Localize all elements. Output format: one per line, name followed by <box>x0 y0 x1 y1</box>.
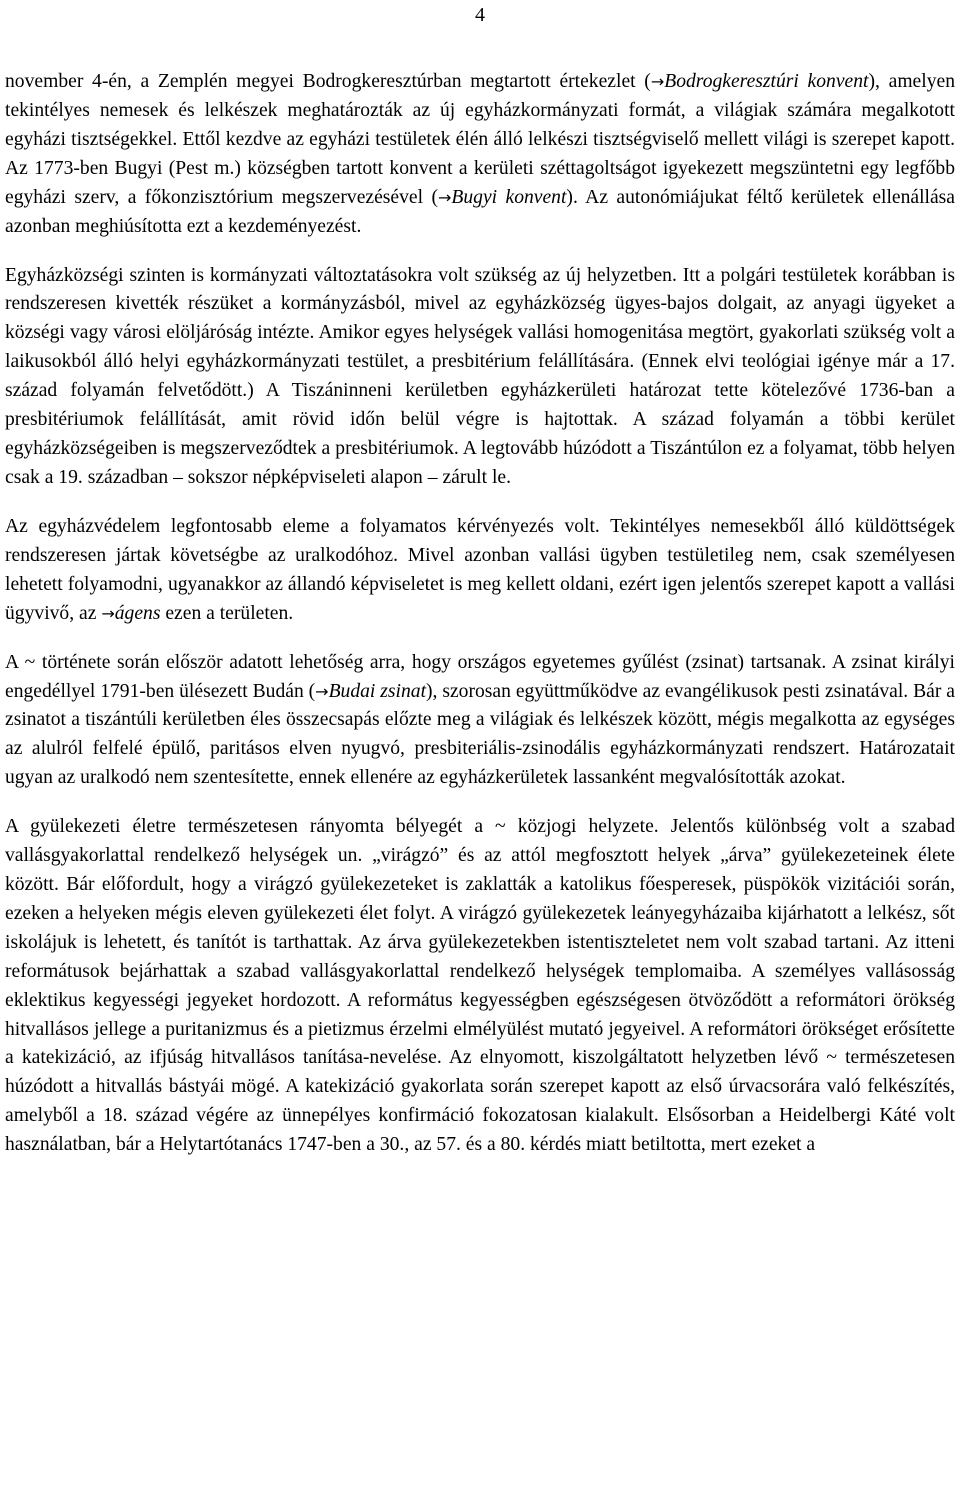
cross-reference-arrow-icon: → <box>315 681 329 701</box>
paragraph <box>5 262 955 493</box>
text-run: ). Az autonómiájukat féltő kerületek ellenállása azonban meghiúsította ezt a kezdeményezést. <box>5 186 955 237</box>
page-number: 4 <box>475 4 485 26</box>
paragraph <box>5 813 955 1160</box>
text-run: ezen a területen. <box>160 602 294 624</box>
text-run: Az egyházvédelem legfontosabb eleme a folyamatos kérvényezés volt. Tekintélyes nemesekből álló küldöttségek rendszeresen jártak követségbe az uralkodóhoz. Mivel azonban vallási ügyben testületileg nem, csak személyesen lehetett folyamodni, ugyanakkor az állandó képviseletet is meg kellett oldani, ezért igen jelentős szerepet kapott a vallási ügyvivő, az <box>5 515 955 624</box>
cross-reference-arrow-icon: → <box>101 603 115 623</box>
cross-reference-arrow-icon: → <box>437 187 452 207</box>
text-run: ), szorosan együttműködve az evangélikusok pesti zsinatával. Bár a zsinatot a tiszántúli kerületben éles összecsapás előzte meg a világiak és lelkészek között, mégis megalkotta az egységes az alulról felfelé épülő, paritásos elven nyugvó, presbiteriális-zsinodális egyházkormányzati rendszert. Határozatait ugyan az uralkodó nem szentesítette, ennek ellenére az egyházkerületek lassanként megvalósították azokat. <box>5 680 955 789</box>
text-run: ), amelyen tekintélyes nemesek és lelkészek meghatározták az új egyházkormányzati formát, a világiak számára megalkotott egyházi tisztségekkel. Ettől kezdve az egyházi testületek élén álló lelkészi tisztségviselő mellett világi is szerepet kapott. Az 1773-ben Bugyi (Pest m.) községben tartott konvent a kerületi széttagoltságot igyekezett megszüntetni egy legfőbb egyházi szerv, a főkonzisztórium megszervezésével ( <box>5 71 955 208</box>
text-run: Egyházközségi szinten is kormányzati változtatásokra volt szükség az új helyzetben. Itt a polgári testületek korábban is rendszeresen kivették részüket a kormányzásból, mivel az egyházközség ügyes-bajos dolgait, az anyagi ügyeket a községi vagy városi elöljáróság intézte. Amikor egyes helységek vallási homogenitása megtört, gyakorlati szükség volt a laikusokból álló helyi egyházkormányzati testület, a presbitérium felállítására. (Ennek elvi teológiai igénye már a 17. század folyamán felvetődött.) A Tiszáninneni kerületben egyházkerületi határozat tette kötelezővé 1736-ban a presbitériumok felállítását, amit rövid időn belül végre is hajtottak. A század folyamán a többi kerület egyházközségeiben is megszerveződtek a presbitériumok. A legtovább húzódott a Tiszántúlon ez a folyamat, több helyen csak a 19. században – sokszor népképviseleti alapon – zárult le. <box>5 264 955 488</box>
cross-reference-term: Bodrogkeresztúri konvent <box>664 71 869 92</box>
cross-reference-term: ágens <box>114 602 161 624</box>
paragraph <box>5 513 955 629</box>
text-run: A ~ története során először adatott lehetőség arra, hogy országos egyetemes gyűlést (zsinat) tartsanak. A zsinat királyi engedéllyel 1791-ben ülésezett Budán ( <box>5 651 955 702</box>
text-run: A gyülekezeti életre természetesen rányomta bélyegét a ~ közjogi helyzete. Jelentős különbség volt a szabad vallásgyakorlattal rendelkező helységek un. „virágzó” és az attól megfosztott helyek „árva” gyülekezeteinek élete között. Bár előfordult, hogy a virágzó gyülekezeteket is zaklatták a katolikus főesperesek, püspökök vizitációi során, ezeken a helyeken mégis eleven gyülekezeti élet folyt. A virágzó gyülekezetek leányegyházaiba kijárhatott a lelkész, sőt iskolájuk is lehetett, és tanítót is tarthattak. Az árva gyülekezetekben istentiszteletet nem volt szabad tartani. Az itteni reformátusok bejárhattak a szabad vallásgyakorlattal rendelkező helységek templomaiba. A személyes vallásosság eklektikus kegyességi jegyeket hordozott. A református kegyességben egészségesen ötvöződött a reformátori örökség hitvallásos jellege a puritanizmus és a pietizmus érzelmi elmélyülést mutató jegyeivel. A reformátori örökséget erősítette a katekizáció, az ifjúság hitvallásos tanítása-nevelése. Az elnyomott, kiszolgáltatott helyzetben lévő ~ természetesen húzódott a hitvallás bástyái mögé. A katekizáció gyakorlata során szerepet kapott az első úrvacsorára való felkészítés, amelyből a 18. század végére az ünnepélyes konfirmáció fokozatosan kialakult. Elsősorban a Heidelbergi Káté volt használatban, bár a Helytartótanács 1747-ben a 30., az 57. és a 80. kérdés miatt betiltotta, mert ezeket a <box>5 816 955 1156</box>
text-run: november 4-én, a Zemplén megyei Bodrogkeresztúrban megtartott értekezlet ( <box>5 71 651 92</box>
cross-reference-term: Bugyi konvent <box>451 186 567 208</box>
cross-reference-arrow-icon: → <box>650 72 665 91</box>
cross-reference-term: Budai zsinat <box>328 680 427 702</box>
paragraph <box>5 68 955 241</box>
paragraph <box>5 649 955 794</box>
document-body <box>5 68 955 1160</box>
